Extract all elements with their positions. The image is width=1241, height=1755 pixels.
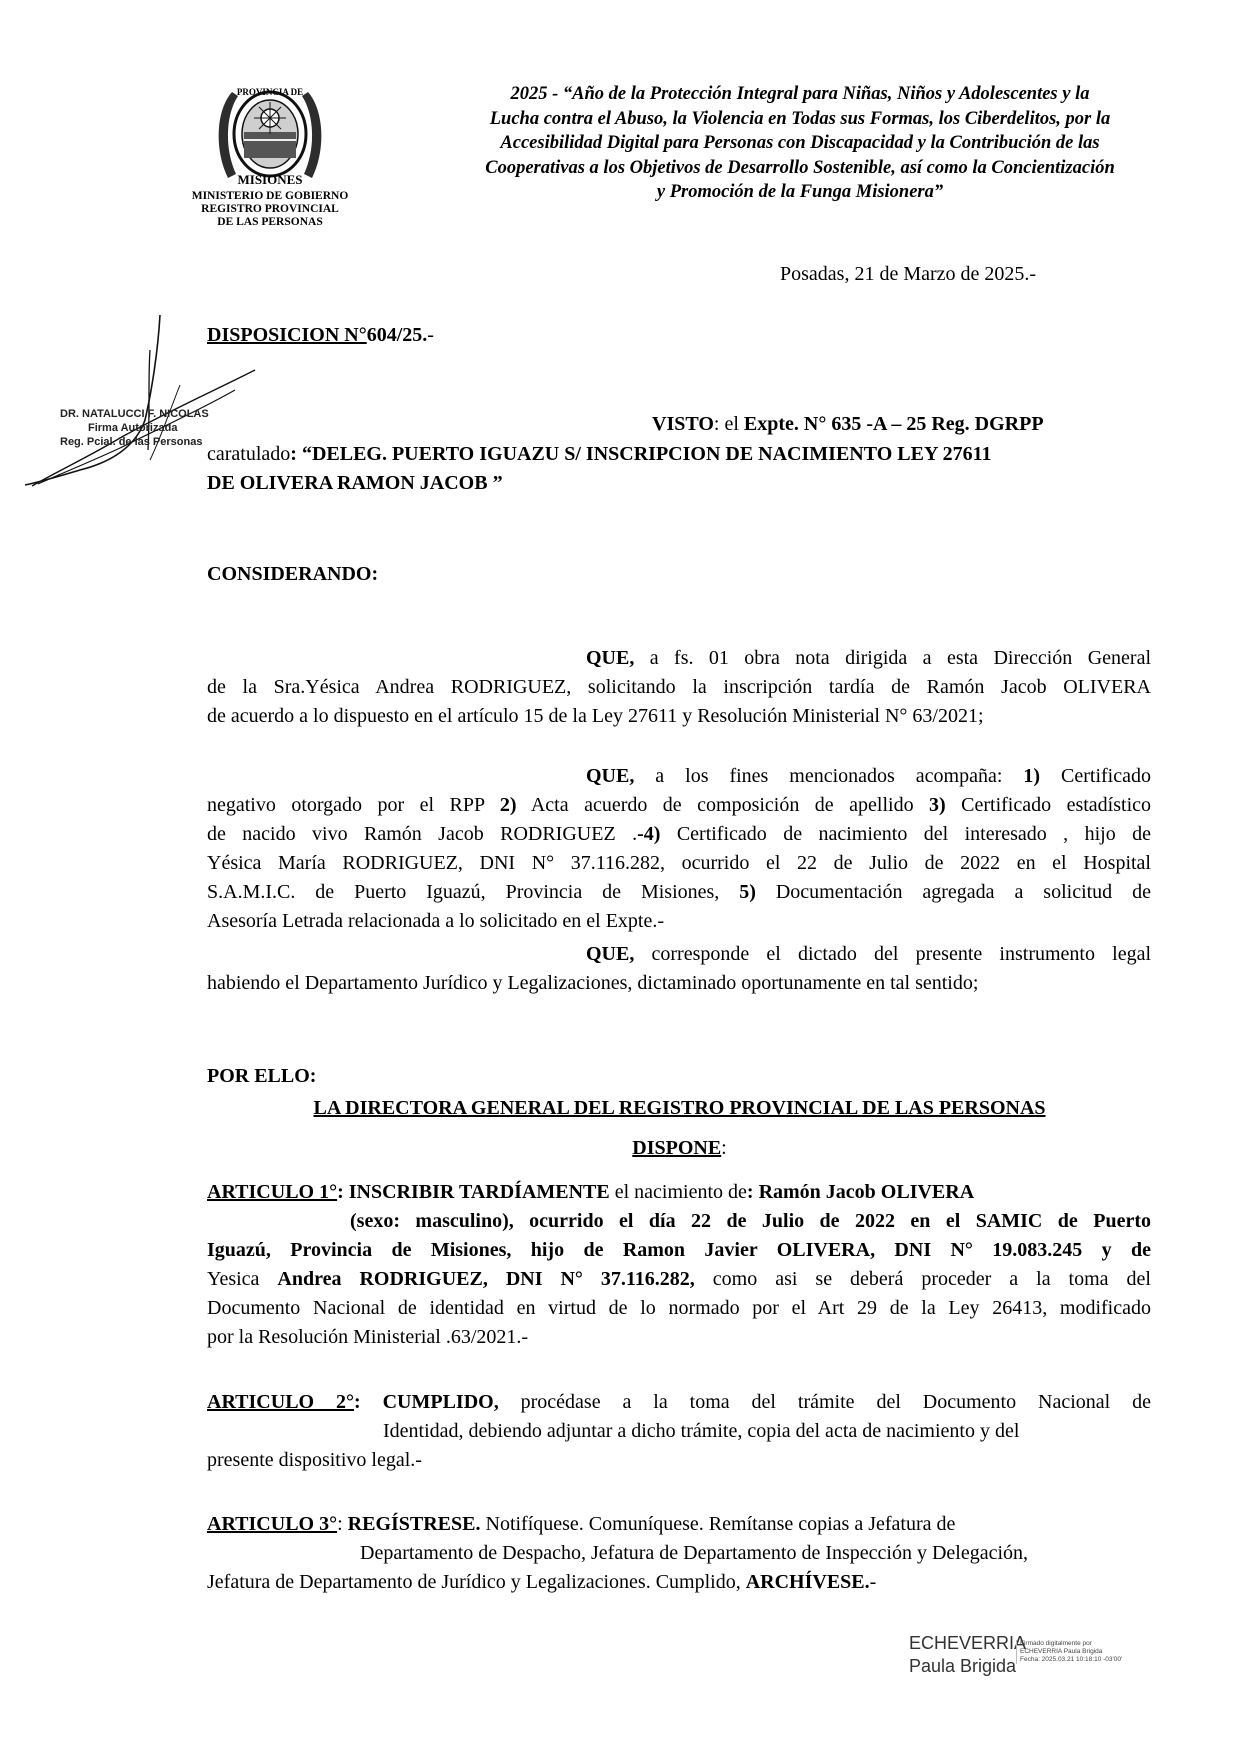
por-ello-heading: POR ELLO: <box>207 1065 317 1087</box>
disposition-number-value: 604/25. <box>366 324 428 346</box>
disposition-label: DISPOSICION N° <box>207 324 367 346</box>
stamp-line: Reg. Pcial. de las Personas <box>60 436 203 448</box>
authorized-signature-stamp <box>60 407 209 449</box>
motto-line: Lucha contra el Abuso, la Violencia en Todas sus Formas, los Ciberdelitos, por la <box>489 108 1111 129</box>
art2-line3: presente dispositivo legal.- <box>207 1449 422 1471</box>
que3-line1: QUE, corresponde el dictado del presente instrumento legal <box>586 943 1151 965</box>
authority-heading: LA DIRECTORA GENERAL DEL REGISTRO PROVINCIAL DE LAS PERSONAS <box>313 1097 1046 1119</box>
art3-line1: ARTICULO 3°: REGÍSTRESE. Notifíquese. Comuníquese. Remítanse copias a Jefatura de <box>207 1513 956 1535</box>
ministry-line: DE LAS PERSONAS <box>217 216 323 228</box>
motto-line: Cooperativas a los Objetivos de Desarrollo Sostenible, así como la Concientización <box>485 157 1115 178</box>
que2-line1: QUE, a los fines mencionados acompaña: 1) Certificado <box>586 765 1151 787</box>
art1-line3: Iguazú, Provincia de Misiones, hijo de Ramon Javier OLIVERA, DNI N° 19.083.245 y de <box>207 1239 1151 1261</box>
disposition-suffix: - <box>427 324 434 346</box>
art2-line1: ARTICULO 2°: CUMPLIDO, procédase a la toma del trámite del Documento Nacional de <box>207 1391 1152 1413</box>
ministry-line: REGISTRO PROVINCIAL <box>201 203 339 215</box>
motto-line: 2025 - “Año de la Protección Integral para Niñas, Niños y Adolescentes y la <box>510 84 1090 104</box>
ministry-heading <box>170 190 370 229</box>
que2-line5: S.A.M.I.C. de Puerto Iguazú, Provincia de Misiones, 5) Documentación agregada a solicitud de <box>207 881 1151 903</box>
art1-line6: por la Resolución Ministerial .63/2021.- <box>207 1326 529 1348</box>
art3-line2: Departamento de Despacho, Jefatura de Departamento de Inspección y Delegación, <box>360 1542 1029 1564</box>
signer-name-line1: ECHEVERRIA <box>909 1633 1027 1653</box>
stamp-line: Firma Autorizada <box>88 422 178 434</box>
visto-line: VISTO: el Expte. N° 635 -A – 25 Reg. DGRPP <box>652 413 1044 435</box>
visto-caption: caratulado: “DELEG. PUERTO IGUAZU S/ INSCRIPCION DE NACIMIENTO LEY 27611 <box>207 443 992 465</box>
motto-line: Accesibilidad Digital para Personas con Discapacidad y la Contribución de las <box>500 133 1100 153</box>
que2-line6: Asesoría Letrada relacionada a lo solicitado en el Expte.- <box>207 910 665 932</box>
art1-line1: ARTICULO 1°: INSCRIBIR TARDÍAMENTE el nacimiento de: Ramón Jacob OLIVERA <box>207 1181 975 1203</box>
place-date: Posadas, 21 de Marzo de 2025.- <box>780 263 1037 285</box>
art1-line5: Documento Nacional de identidad en virtud de lo normado por el Art 29 de la Ley 26413, modificado <box>207 1297 1151 1319</box>
digital-signature-meta: Firmado digitalmente por ECHEVERRIA Paula Brigida Fecha: 2025.03.21 10:18:10 -03'00' <box>1016 1640 1130 1664</box>
dispone-heading: DISPONE: <box>632 1137 727 1159</box>
stamp-line: DR. NATALUCCI F. NICOLAS <box>60 408 209 420</box>
svg-text:MISIONES: MISIONES <box>237 172 303 187</box>
que2-line2: negativo otorgado por el RPP 2) Acta acuerdo de composición de apellido 3) Certificado estadístico <box>207 794 1152 816</box>
digital-signature <box>909 1632 1026 1678</box>
signer-name-line2: Paula Brigida <box>909 1656 1017 1676</box>
year-motto <box>430 82 1170 205</box>
que1-line2: de la Sra.Yésica Andrea RODRIGUEZ, solicitando la inscripción tardía de Ramón Jacob OLIVERA <box>207 676 1151 698</box>
motto-line: y Promoción de la Funga Misionera” <box>656 182 944 202</box>
que2-line4: Yésica María RODRIGUEZ, DNI N° 37.116.282, ocurrido el 22 de Julio de 2022 en el Hospital <box>207 852 1151 874</box>
art1-line4: Yesica Andrea RODRIGUEZ, DNI N° 37.116.282, como asi se deberá proceder a la toma del <box>207 1268 1151 1290</box>
que1-line3: de acuerdo a lo dispuesto en el artículo 15 de la Ley 27611 y Resolución Ministerial N° 63/2021; <box>207 705 984 727</box>
que3-line2: habiendo el Departamento Jurídico y Legalizaciones, dictaminado oportunamente en tal sentido; <box>207 972 979 994</box>
ministry-line: MINISTERIO DE GOBIERNO <box>191 190 349 202</box>
visto-caption-cont: DE OLIVERA RAMON JACOB ” <box>207 472 503 494</box>
que1-line1: QUE, a fs. 01 obra nota dirigida a esta Dirección General <box>586 647 1151 669</box>
art2-line2: Identidad, debiendo adjuntar a dicho trámite, copia del acta de nacimiento y del <box>383 1420 1020 1442</box>
province-seal-logo <box>210 80 330 192</box>
art3-line3: Jefatura de Departamento de Jurídico y Legalizaciones. Cumplido, ARCHÍVESE.- <box>207 1571 877 1593</box>
que2-line3: de nacido vivo Ramón Jacob RODRIGUEZ .-4) Certificado de nacimiento del interesado , hijo de <box>207 823 1151 845</box>
considerando-heading: CONSIDERANDO: <box>207 563 379 585</box>
svg-text:PROVINCIA DE: PROVINCIA DE <box>236 87 304 97</box>
art1-line2: (sexo: masculino), ocurrido el día 22 de Julio de 2022 en el SAMIC de Puerto <box>350 1210 1151 1232</box>
